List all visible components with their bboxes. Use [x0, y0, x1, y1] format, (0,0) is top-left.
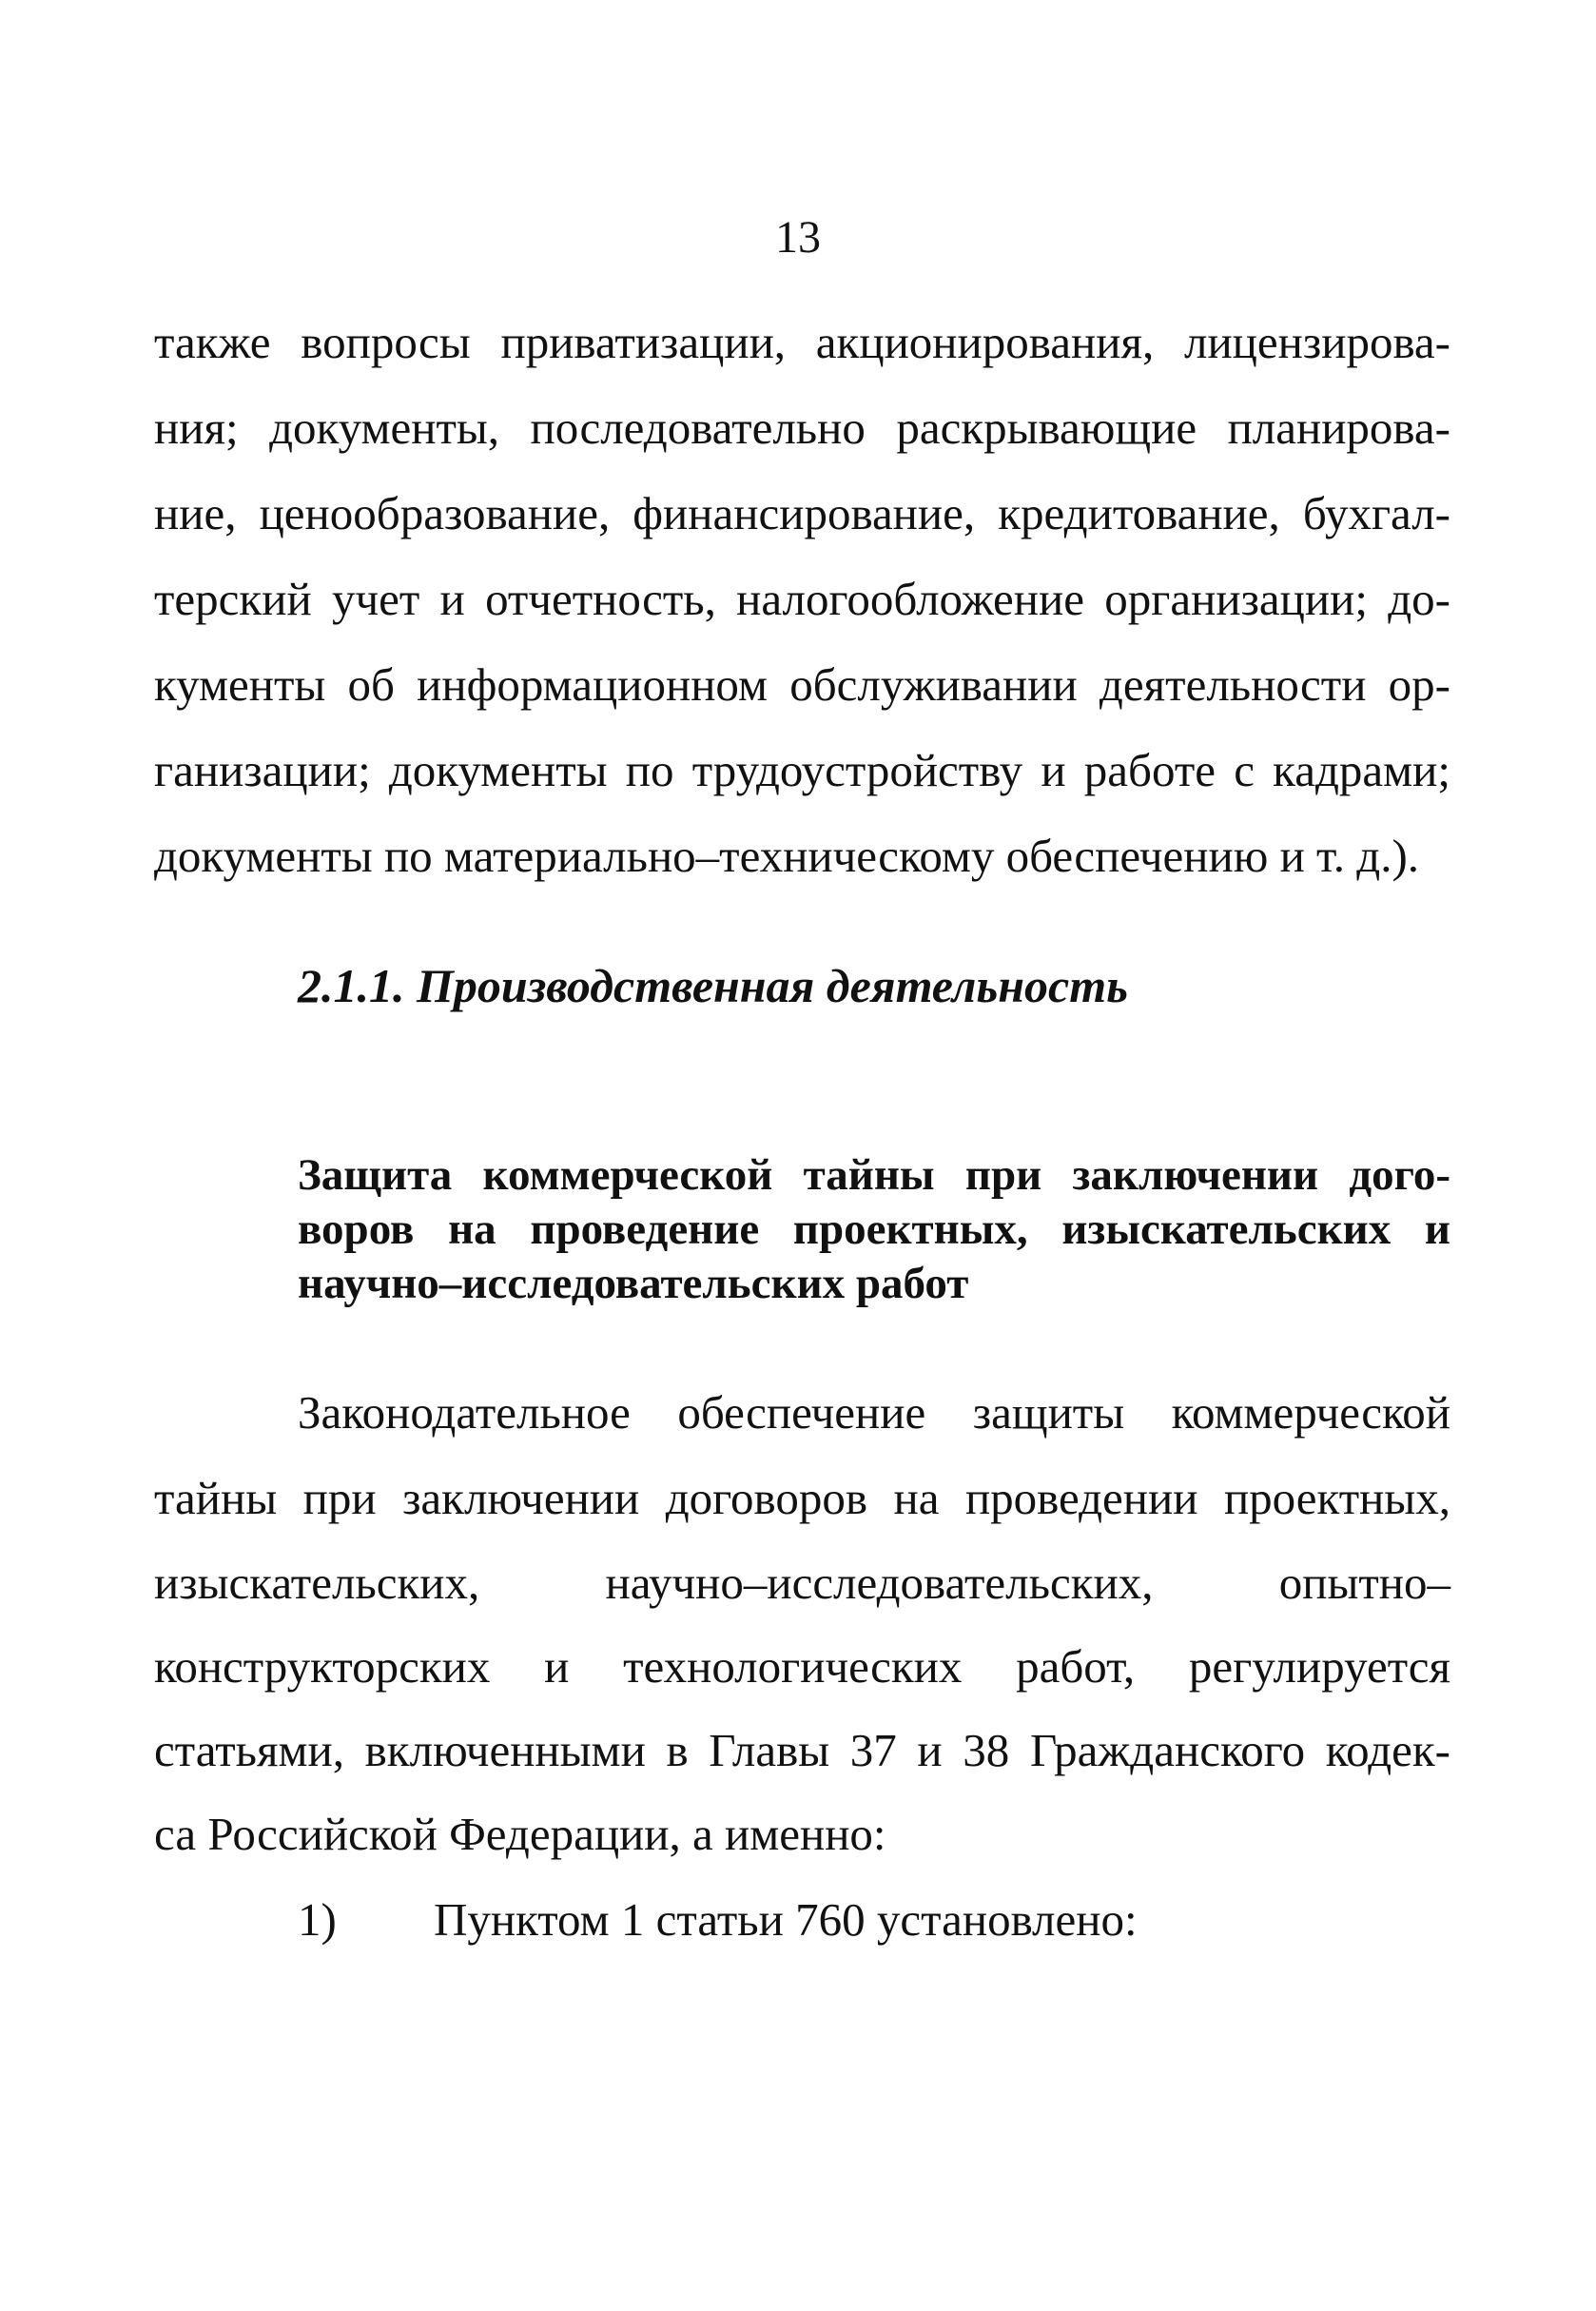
intro-line: ганизации; документы по трудоустройству и работе с кадрами; — [154, 744, 1450, 796]
subsection-heading-line: Защита коммерческой тайны при заключении дого- — [298, 1150, 1450, 1200]
body-line: са Российской Федерации, а именно: — [154, 1808, 886, 1860]
page-number: 13 — [775, 212, 821, 263]
subsection-heading-line: научно–исследовательских работ — [298, 1259, 969, 1308]
list-item-text: Пунктом 1 статьи 760 установлено: — [434, 1893, 1138, 1946]
list-item-number: 1) — [298, 1893, 337, 1946]
body-line: конструкторских и технологических работ, регулируется — [154, 1640, 1450, 1693]
intro-line: терский учет и отчетность, налогообложение организации; до- — [154, 573, 1450, 625]
body-line: Законодательное обеспечение защиты коммерческой — [298, 1386, 1450, 1439]
body-line: тайны при заключении договоров на проведении проектных, — [154, 1472, 1450, 1524]
body-line: статьями, включенными в Главы 37 и 38 Гражданского кодек- — [154, 1724, 1450, 1776]
intro-line: ния; документы, последовательно раскрывающие планирова- — [154, 401, 1450, 454]
intro-line: кументы об информационном обслуживании деятельности ор- — [154, 658, 1450, 711]
intro-line: документы по материально–техническому обеспечению и т. д.). — [154, 830, 1420, 882]
intro-line: ние, ценообразование, финансирование, кредитование, бухгал- — [154, 487, 1450, 539]
subsection-heading-line: воров на проведение проектных, изыскательских и — [298, 1204, 1450, 1254]
body-line: изыскательских, научно–исследовательских, опытно– — [154, 1557, 1450, 1609]
section-heading: 2.1.1. Производственная деятельность — [298, 959, 1128, 1012]
intro-line: также вопросы приватизации, акционирования, лицензирова- — [154, 316, 1450, 368]
